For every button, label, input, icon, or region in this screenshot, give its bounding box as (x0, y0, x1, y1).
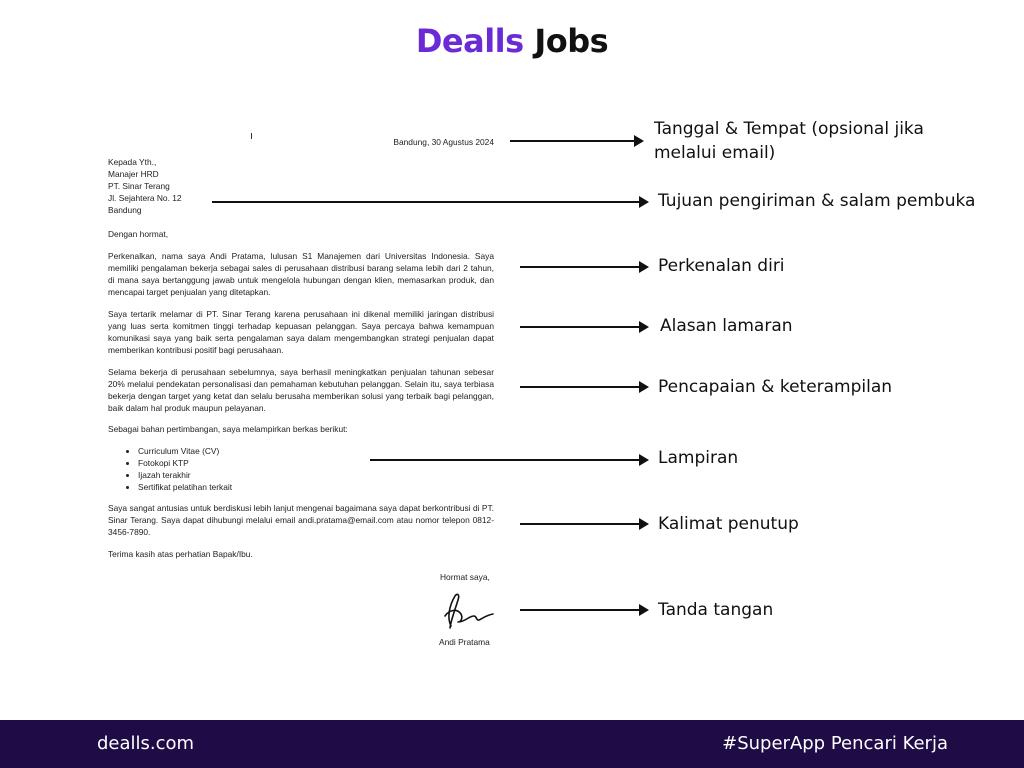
letter-attachment-list (108, 445, 524, 493)
letter-attachment-intro: Sebagai bahan pertimbangan, saya melampirkan berkas berikut: (108, 424, 348, 434)
letter-reason-paragraph: Saya tertarik melamar di PT. Sinar Terang karena perusahaan ini dikenal memiliki jaringan distribusi yang luas serta komitmen tinggi terhadap kepuasan pelanggan. Saya percaya bahwa kemampuan komunikasi saya yang baik serta pengalaman saya dalam mengembangkan strategi penjualan dapat memberikan kontribusi positif bagi perusahaan. (108, 309, 494, 355)
recipient-line: Jl. Sejahtera No. 12 (108, 193, 182, 203)
letter-intro-paragraph: Perkenalkan, nama saya Andi Pratama, lulusan S1 Manajemen dari Universitas Indonesia. Saya memiliki pengalaman bekerja sebagai sales di perusahaan distribusi barang selama lebih dari 2 tahun, di mana saya bertanggung jawab untuk mengelola hubungan dengan klien, memasarkan produk, dan mencapai target penjualan yang ditetapkan. (108, 251, 494, 297)
letter-sign-off: Hormat saya, (440, 572, 490, 582)
annotation-recipient: Tujuan pengiriman & salam pembuka (658, 191, 976, 211)
annotation-signature: Tanda tangan (658, 600, 774, 620)
annotation-intro: Perkenalan diri (658, 256, 785, 276)
attachment-item: • Sertifikat pelatihan terkait (138, 481, 524, 493)
letter-closing-paragraph: Saya sangat antusias untuk berdiskusi lebih lanjut mengenai bagaimana saya dapat berkontribusi di PT. Sinar Terang. Saya dapat dihubungi melalui email andi.pratama@email.com atau nomor telepon 0812-3456-7890. (108, 503, 494, 537)
arrow-date (510, 140, 642, 142)
letter-thanks: Terima kasih atas perhatian Bapak/Ibu. (108, 549, 253, 559)
attachment-item: • Curriculum Vitae (CV) (138, 445, 524, 457)
arrow-attachment (370, 459, 647, 461)
annotation-achievement: Pencapaian & keterampilan (658, 377, 893, 397)
letter-signer-name: Andi Pratama (439, 637, 490, 647)
recipient-line: Kepada Yth., (108, 157, 157, 167)
letter-achievement-paragraph: Selama bekerja di perusahaan sebelumnya, saya berhasil meningkatkan penjualan tahunan sebesar 20% melalui pendekatan personalisasi dan pemahaman kebutuhan pelanggan. Selain itu, saya terbiasa bekerja dengan target yang ketat dan selalu berusaha memberikan solusi yang terbaik bagi pelanggan, baik dalam hal produk maupun pelayanan. (108, 367, 494, 413)
letter-tick-mark (251, 133, 252, 139)
brand-primary: Dealls (415, 22, 524, 60)
recipient-line: PT. Sinar Terang (108, 181, 170, 191)
annotation-attachment: Lampiran (658, 448, 739, 468)
footer-website: dealls.com (97, 733, 195, 754)
arrow-intro (520, 266, 647, 268)
arrow-closing (520, 523, 647, 525)
recipient-line: Bandung (108, 205, 142, 215)
attachment-item: • Fotokopi KTP (138, 457, 524, 469)
attachment-item: • Ijazah terakhir (138, 469, 524, 481)
annotation-reason: Alasan lamaran (660, 316, 793, 336)
signature-image (441, 588, 499, 634)
footer-tagline: #SuperApp Pencari Kerja (722, 733, 948, 754)
letter-greeting: Dengan hormat, (108, 229, 169, 239)
brand-title (0, 22, 1024, 60)
arrow-recipient (212, 201, 647, 203)
letter-date: Bandung, 30 Agustus 2024 (393, 137, 494, 147)
footer-bar (0, 720, 1024, 768)
arrow-signature (520, 609, 647, 611)
letter-recipient (108, 156, 494, 216)
arrow-reason (520, 326, 647, 328)
annotation-closing: Kalimat penutup (658, 514, 799, 534)
annotation-date-place: Tanggal & Tempat (opsional jika melalui email) (654, 119, 924, 163)
arrow-achievement (520, 386, 647, 388)
brand-secondary: Jobs (534, 22, 609, 60)
recipient-line: Manajer HRD (108, 169, 159, 179)
